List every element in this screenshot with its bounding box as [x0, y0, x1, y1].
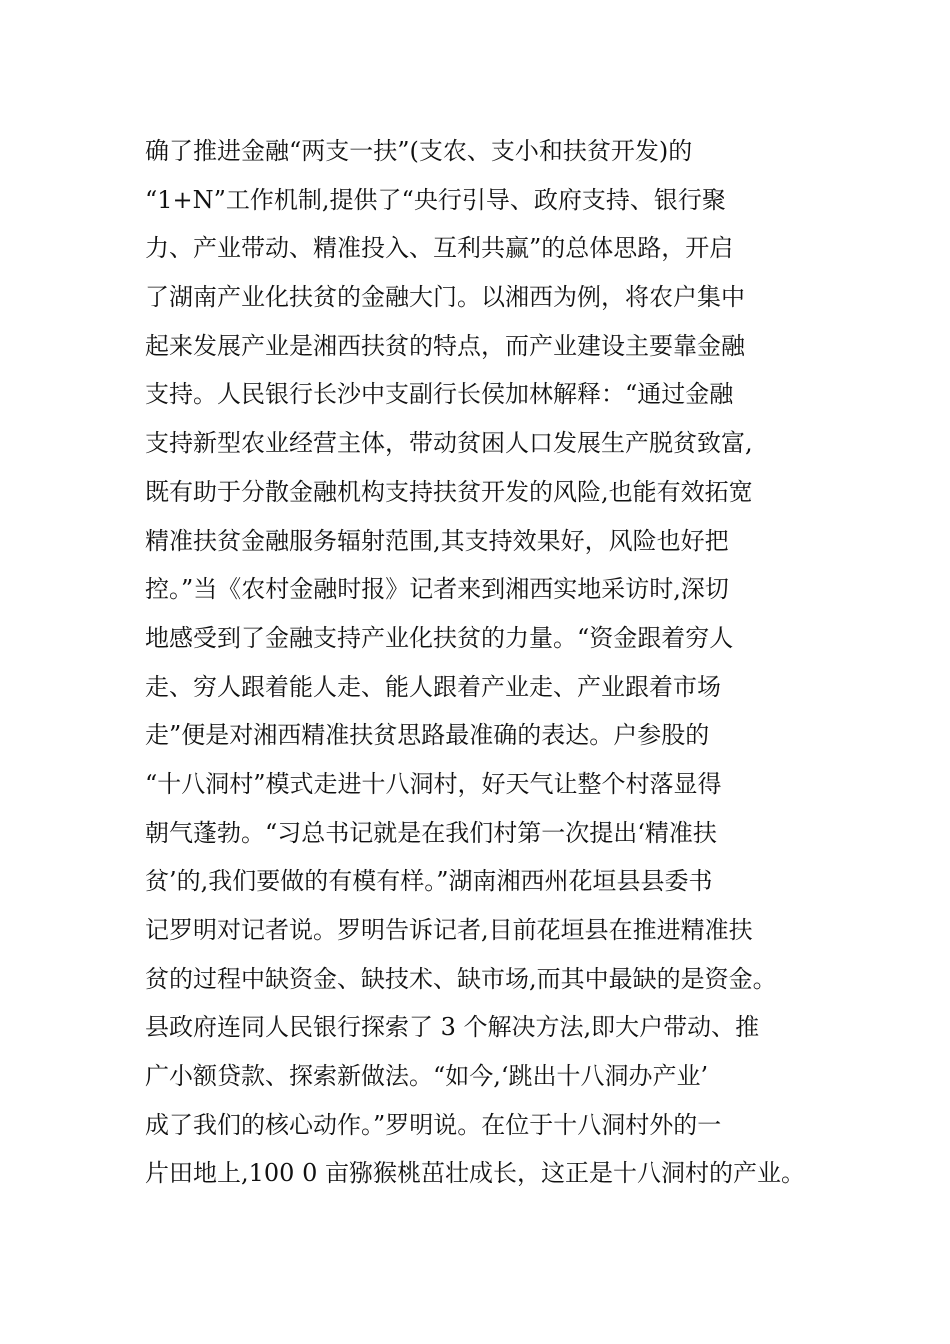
- text-line: 记罗明对记者说。罗明告诉记者,目前花垣县在推进精准扶: [145, 916, 753, 944]
- text-line: 支持新型农业经营主体，带动贫困人口发展生产脱贫致富,: [145, 429, 753, 458]
- text-line: 精准扶贫金融服务辐射范围,其支持效果好，风险也好把: [145, 526, 729, 555]
- text-line: 广小额贷款、探索新做法。“如今,‘跳出十八洞办产业’: [145, 1062, 709, 1091]
- text-line: 力、产业带动、精准投入、互利共赢”的总体思路，开启: [145, 234, 734, 263]
- text-line: 贫的过程中缺资金、缺技术、缺市场,而其中最缺的是资金。: [145, 964, 777, 993]
- text-line: 既有助于分散金融机构支持扶贫开发的风险,也能有效拓宽: [145, 477, 753, 506]
- text-line: 确了推进金融“两支一扶”(支农、支小和扶贫开发)的: [145, 137, 693, 165]
- text-line: 片田地上,100 0 亩猕猴桃茁壮成长，这正是十八洞村的产业。: [145, 1159, 805, 1188]
- text-line: 了湖南产业化扶贫的金融大门。以湘西为例，将农户集中: [145, 283, 745, 312]
- text-line: 贫’的,我们要做的有模有样。”湖南湘西州花垣县县委书: [145, 867, 713, 896]
- text-line: 县政府连同人民银行探索了 3 个解决方法,即大户带动、推: [145, 1013, 760, 1042]
- text-line: 支持。人民银行长沙中支副行长侯加林解释：“通过金融: [145, 380, 734, 409]
- text-line: “1+N”工作机制,提供了“央行引导、政府支持、银行聚: [145, 185, 726, 214]
- text-line: 地感受到了金融支持产业化扶贫的力量。“资金跟着穷人: [145, 623, 734, 652]
- body-text: [145, 127, 845, 1198]
- text-line: “十八洞村”模式走进十八洞村，好天气让整个村落显得: [145, 769, 722, 798]
- text-line: 成了我们的核心动作。”罗明说。在位于十八洞村外的一: [145, 1110, 722, 1139]
- text-line: 走、穷人跟着能人走、能人跟着产业走、产业跟着市场: [145, 672, 721, 701]
- text-line: 朝气蓬勃。“习总书记就是在我们村第一次提出‘精准扶: [145, 818, 717, 847]
- text-line: 走”便是对湘西精准扶贫思路最准确的表达。户参股的: [145, 721, 710, 750]
- text-line: 起来发展产业是湘西扶贫的特点，而产业建设主要靠金融: [145, 331, 745, 360]
- text-line: 控。”当《农村金融时报》记者来到湘西实地采访时,深切: [145, 575, 729, 604]
